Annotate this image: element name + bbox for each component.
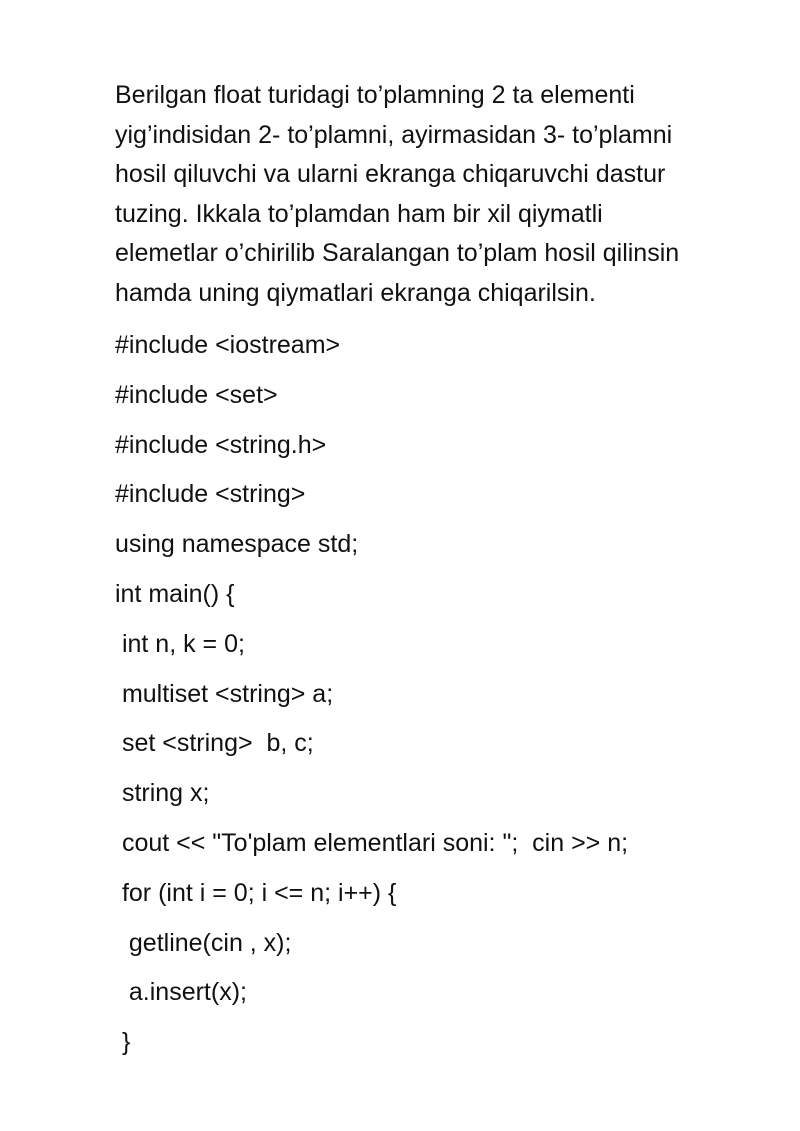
code-line: #include <set> bbox=[115, 380, 278, 409]
code-line: a.insert(x); bbox=[115, 978, 247, 1007]
code-line: string x; bbox=[115, 779, 210, 808]
code-line: getline(cin , x); bbox=[115, 928, 292, 957]
code-line: #include <string.h> bbox=[115, 430, 327, 459]
code-listing bbox=[115, 321, 755, 1068]
code-line: #include <string> bbox=[115, 480, 306, 509]
task-line: hamda uning qiymatlari ekranga chiqarilsin. bbox=[115, 278, 596, 307]
task-line: hosil qiluvchi va ularni ekranga chiqaruvchi dastur bbox=[115, 160, 666, 188]
task-line: yig’indisidan 2- to’plamni, ayirmasidan 3- to’plamni bbox=[115, 120, 673, 149]
task-line: Berilgan float turidagi to’plamning 2 ta elementi bbox=[115, 81, 635, 109]
code-line: cout << "To'plam elementlari soni: "; cin >> n; bbox=[115, 828, 629, 857]
document-content bbox=[115, 76, 755, 1068]
code-line: int n, k = 0; bbox=[115, 629, 245, 658]
task-line: tuzing. Ikkala to’plamdan ham bir xil qiymatli bbox=[115, 199, 603, 228]
code-line: set <string> b, c; bbox=[115, 729, 314, 758]
task-line: elemetlar o’chirilib Saralangan to’plam hosil qilinsin bbox=[115, 239, 680, 267]
code-line: } bbox=[115, 1028, 131, 1057]
code-line: multiset <string> a; bbox=[115, 679, 334, 708]
task-description bbox=[115, 76, 755, 313]
code-line: int main() { bbox=[115, 579, 235, 608]
code-line: for (int i = 0; i <= n; i++) { bbox=[115, 878, 397, 907]
code-line: using namespace std; bbox=[115, 530, 359, 559]
code-line: #include <iostream> bbox=[115, 331, 341, 359]
